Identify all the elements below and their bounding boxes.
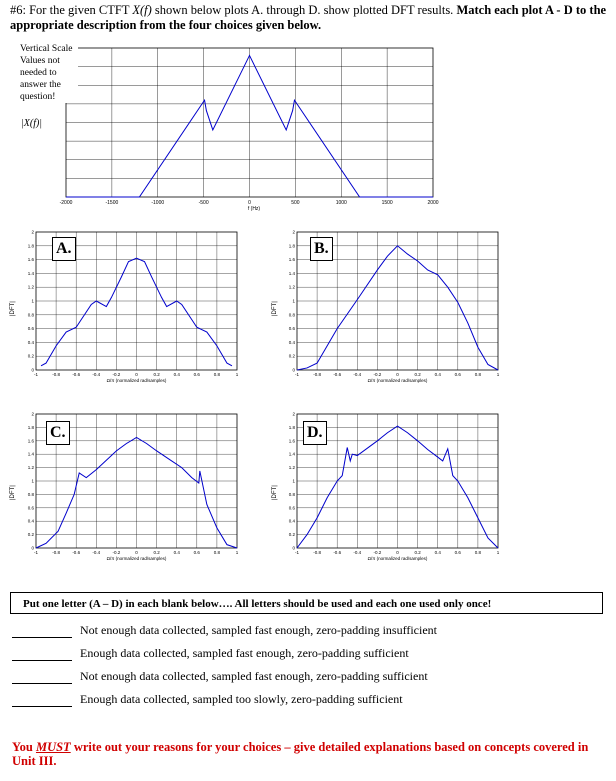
- answer-blank-3[interactable]: [12, 671, 72, 684]
- dft-xtick: -1: [294, 550, 300, 555]
- choice-3-text: Not enough data collected, sampled fast enough, zero-padding sufficient: [80, 669, 428, 683]
- dft-xtick: -0.2: [373, 550, 382, 555]
- dft-ytick: 1.8: [27, 424, 34, 430]
- ctft-xtick: 500: [291, 200, 300, 206]
- dft-ytick: 1.6: [288, 438, 295, 444]
- dft-ytick: 1.8: [288, 424, 295, 430]
- dft-xtick: -0.2: [112, 372, 121, 377]
- dft-xtick: -1: [33, 550, 39, 555]
- dft-xtick: -1: [294, 372, 300, 377]
- ctft-xtick: -500: [198, 200, 209, 206]
- dft-ytick: 0.6: [288, 505, 295, 511]
- plot-a-label: A.: [52, 237, 76, 261]
- dft-xtick: 0.2: [414, 550, 421, 555]
- dft-ytick: 0.6: [27, 326, 34, 332]
- choice-3: [12, 669, 428, 684]
- must-emph: MUST: [35, 740, 71, 754]
- dft-xtick: 0.4: [434, 550, 441, 555]
- dft-ytick: 0.6: [288, 326, 295, 332]
- dft-xtick: 0.8: [213, 550, 221, 555]
- dft-xtick: 1: [235, 550, 239, 555]
- dft-xtick: -0.6: [333, 550, 342, 555]
- answer-blank-2[interactable]: [12, 648, 72, 661]
- dft-ytick: 1.6: [27, 257, 34, 263]
- dft-ytick: 0.4: [27, 339, 34, 345]
- choice-4: [12, 692, 403, 707]
- must-pre: You: [12, 740, 36, 754]
- dft-xtick: 0.8: [474, 372, 482, 377]
- ctft-xtick: -1500: [105, 200, 119, 206]
- dft-xtick: -0.2: [112, 550, 121, 555]
- dft-xtick: 0.6: [193, 372, 200, 377]
- dft-xtick: -0.4: [353, 550, 362, 555]
- dft-xlabel: Ω/π (normalized rad/samples): [106, 378, 167, 383]
- ctft-xtick: 1000: [335, 200, 347, 206]
- dft-ytick: 2: [31, 411, 34, 417]
- dft-ytick: 0.2: [27, 532, 34, 538]
- ctft-ylabel: |X(f)|: [21, 118, 43, 129]
- choice-2: [12, 646, 409, 661]
- choice-4-text: Enough data collected, sampled too slowly, zero-padding sufficient: [80, 692, 403, 706]
- dft-xtick: 0.4: [434, 372, 441, 377]
- dft-xtick: 0.8: [474, 550, 482, 555]
- dft-ytick: 1.8: [27, 243, 34, 249]
- choice-2-text: Enough data collected, sampled fast enough, zero-padding sufficient: [80, 646, 409, 660]
- dft-ytick: 2: [292, 411, 295, 417]
- question-text-2: shown below plots A. through D. show plotted DFT results.: [151, 3, 457, 17]
- ctft-xlabel: f (Hz): [247, 206, 261, 212]
- dft-ytick: 1.8: [288, 243, 295, 249]
- dft-ytick: 1.2: [27, 465, 34, 471]
- dft-ytick: 0.8: [288, 491, 295, 497]
- dft-xtick: 0.4: [173, 372, 180, 377]
- dft-ytick: 1.2: [27, 284, 34, 290]
- dft-xtick: -0.6: [72, 372, 81, 377]
- dft-ytick: 1: [31, 478, 34, 484]
- dft-xtick: 0.6: [193, 550, 200, 555]
- dft-ytick: 0.2: [27, 353, 34, 359]
- dft-ytick: 1.4: [288, 451, 295, 457]
- dft-ytick: 0.8: [27, 312, 34, 318]
- dft-ytick: 1.6: [288, 257, 295, 263]
- dft-xtick: 0: [396, 372, 399, 377]
- dft-xtick: 1: [235, 372, 239, 377]
- dft-ytick: 1.2: [288, 465, 295, 471]
- instruction-box: Put one letter (A – D) in each blank below…. All letters should be used and each one used only once!: [10, 592, 603, 614]
- dft-xtick: 1: [496, 550, 500, 555]
- scale-note: Vertical Scale Values not needed to answer the question!: [20, 43, 78, 103]
- dft-ytick: 1: [292, 478, 295, 484]
- dft-xtick: -0.4: [353, 372, 362, 377]
- must-post: write out your reasons for your choices – give detailed explanations based on concepts covered in Unit III.: [12, 740, 589, 768]
- dft-xtick: 0.6: [454, 550, 461, 555]
- dft-xlabel: Ω/π (normalized rad/samples): [367, 556, 428, 561]
- dft-ytick: 1.4: [288, 270, 295, 276]
- dft-xtick: -0.8: [52, 550, 60, 555]
- dft-ytick: 2: [31, 229, 34, 235]
- dft-xtick: 0: [135, 372, 138, 377]
- dft-ytick: 0: [31, 367, 34, 373]
- plot-d-label: D.: [303, 421, 327, 445]
- dft-ytick: 0.4: [288, 518, 295, 524]
- dft-xlabel: Ω/π (normalized rad/samples): [106, 556, 167, 561]
- dft-xtick: 0.2: [153, 550, 160, 555]
- plot-b-ylabel: |DFT|: [272, 301, 278, 316]
- plot-c-label: C.: [46, 421, 70, 445]
- question-bold: Match each plot A - D to the appropriate description from the four choices given below.: [10, 3, 607, 32]
- dft-xtick: -0.4: [92, 550, 101, 555]
- dft-ytick: 1: [292, 298, 295, 304]
- answer-blank-4[interactable]: [12, 694, 72, 707]
- dft-ytick: 0.4: [288, 339, 295, 345]
- dft-xtick: 0.4: [173, 550, 180, 555]
- dft-xtick: 1: [496, 372, 500, 377]
- dft-xtick: 0: [396, 550, 399, 555]
- must-note: [12, 740, 592, 768]
- dft-ytick: 0.2: [288, 353, 295, 359]
- dft-xtick: -1: [33, 372, 39, 377]
- dft-ytick: 1.2: [288, 284, 295, 290]
- plot-d-ylabel: |DFT|: [272, 485, 278, 500]
- dft-xtick: -0.6: [72, 550, 81, 555]
- question-text-1: For the given CTFT: [29, 3, 133, 17]
- dft-xtick: -0.8: [52, 372, 60, 377]
- dft-ytick: 0: [31, 545, 34, 551]
- dft-ytick: 0: [292, 367, 295, 373]
- dft-xtick: -0.4: [92, 372, 101, 377]
- ctft-xtick: 1500: [381, 200, 393, 206]
- ctft-xtick: 0: [248, 200, 251, 206]
- question-number: #6:: [10, 3, 26, 17]
- plot-b-label: B.: [310, 237, 333, 261]
- choice-1-text: Not enough data collected, sampled fast enough, zero-padding insufficient: [80, 623, 437, 637]
- plot-c-ylabel: |DFT|: [10, 485, 16, 500]
- dft-xtick: -0.2: [373, 372, 382, 377]
- dft-ytick: 2: [292, 229, 295, 235]
- dft-ytick: 1.6: [27, 438, 34, 444]
- dft-ytick: 0.8: [27, 491, 34, 497]
- dft-xtick: 0.2: [153, 372, 160, 377]
- dft-xtick: -0.6: [333, 372, 342, 377]
- dft-xtick: -0.8: [313, 372, 321, 377]
- dft-ytick: 1: [31, 298, 34, 304]
- answer-blank-1[interactable]: [12, 625, 72, 638]
- ctft-xtick: 2000: [427, 200, 439, 206]
- dft-ytick: 0.4: [27, 518, 34, 524]
- dft-xtick: -0.8: [313, 550, 321, 555]
- plot-a-ylabel: |DFT|: [10, 301, 16, 316]
- dft-xtick: 0.6: [454, 372, 461, 377]
- dft-ytick: 0.6: [27, 505, 34, 511]
- dft-xlabel: Ω/π (normalized rad/samples): [367, 378, 428, 383]
- dft-xtick: 0.2: [414, 372, 421, 377]
- ctft-xtick: -2000: [59, 200, 73, 206]
- dft-xtick: 0.8: [213, 372, 221, 377]
- dft-ytick: 0: [292, 545, 295, 551]
- dft-xtick: 0: [135, 550, 138, 555]
- question-func: X(f): [132, 3, 152, 17]
- choice-1: [12, 623, 437, 638]
- dft-ytick: 1.4: [27, 451, 34, 457]
- dft-ytick: 1.4: [27, 270, 34, 276]
- dft-ytick: 0.8: [288, 312, 295, 318]
- dft-ytick: 0.2: [288, 532, 295, 538]
- ctft-xtick: -1000: [151, 200, 165, 206]
